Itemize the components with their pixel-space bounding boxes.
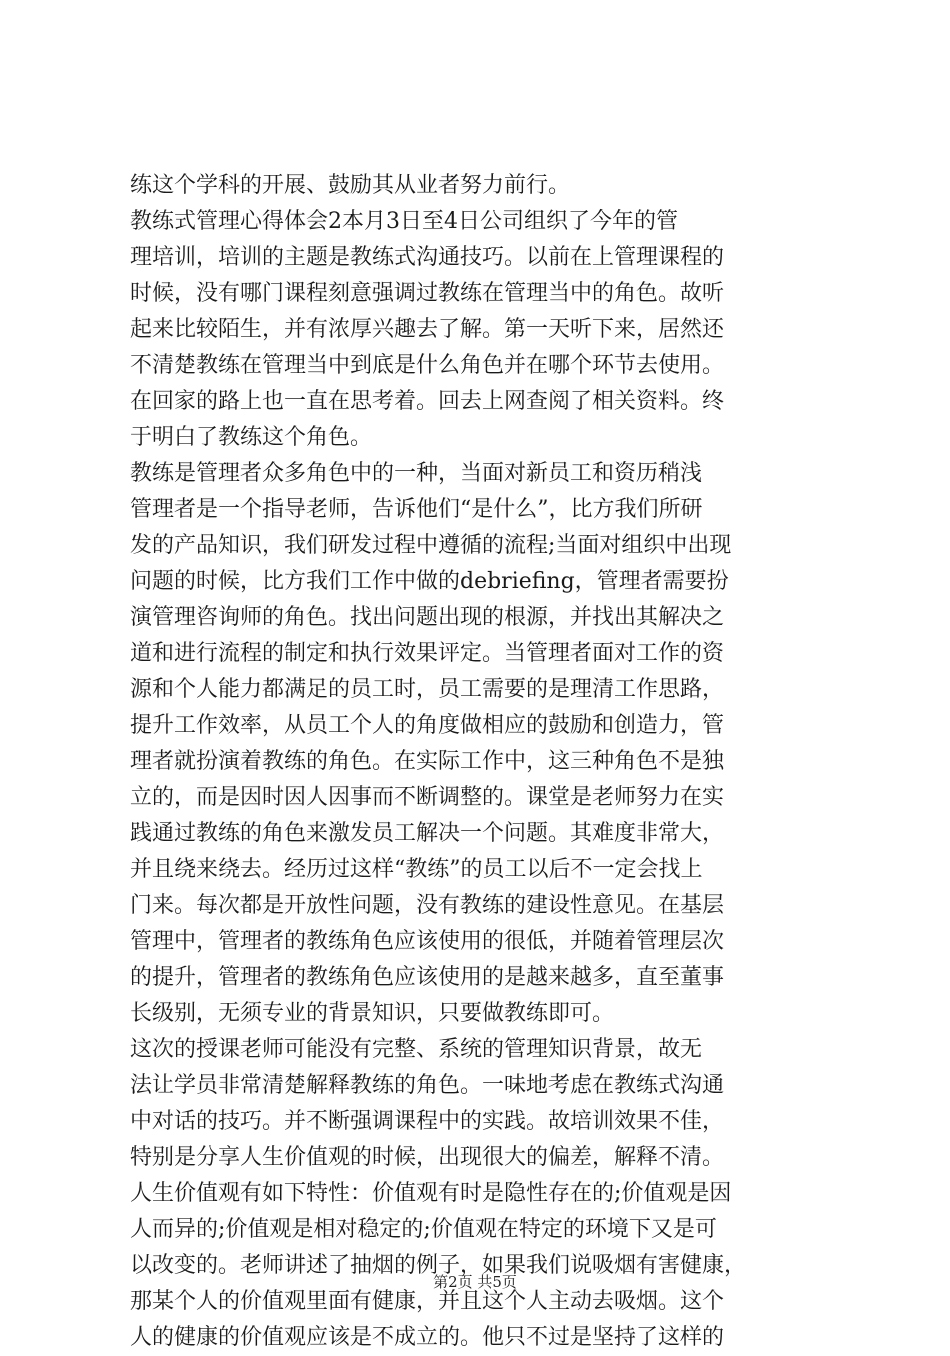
text-line: 并且绕来绕去。经历过这样“教练”的员工以后不一定会找上 [130,857,703,882]
text-line: 练这个学科的开展、鼓励其从业者努力前行。 [130,173,571,198]
text-line: 以改变的。老师讲述了抽烟的例子，如果我们说吸烟有害健康， [130,1253,747,1278]
page-number-label: 第2页 共5页 [433,1273,517,1291]
text-line: 中对话的技巧。并不断强调课程中的实践。故培训效果不佳， [130,1109,725,1134]
text-line: 在回家的路上也一直在思考着。回去上网查阅了相关资料。终 [130,389,725,414]
text-line: 法让学员非常清楚解释教练的角色。一味地考虑在教练式沟通 [130,1073,725,1098]
text-line: 源和个人能力都满足的员工时，员工需要的是理清工作思路， [130,677,725,702]
text-line: 发的产品知识，我们研发过程中遵循的流程;当面对组织中出现 [130,533,732,558]
text-line: 人生价值观有如下特性：价值观有时是隐性存在的;价值观是因 [130,1181,732,1206]
text-line: 特别是分享人生价值观的时候，出现很大的偏差，解释不清。 [130,1145,725,1170]
text-line: 践通过教练的角色来激发员工解决一个问题。其难度非常大， [130,821,725,846]
text-line: 管理中，管理者的教练角色应该使用的很低，并随着管理层次 [130,929,725,954]
text-line: 这次的授课老师可能没有完整、系统的管理知识背景，故无 [130,1037,703,1062]
text-line: 提升工作效率，从员工个人的角度做相应的鼓励和创造力，管 [130,713,725,738]
text-line: 长级别，无须专业的背景知识，只要做教练即可。 [130,1001,615,1026]
text-line: 于明白了教练这个角色。 [130,425,373,450]
text-line: 的提升，管理者的教练角色应该使用的是越来越多，直至董事 [130,965,725,990]
text-line: 立的，而是因时因人因事而不断调整的。课堂是老师努力在实 [130,785,725,810]
text-line: 门来。每次都是开放性问题，没有教练的建设性意见。在基层 [130,893,725,918]
text-line: 那某个人的价值观里面有健康，并且这个人主动去吸烟。这个 [130,1289,725,1314]
text-line: 问题的时候，比方我们工作中做的debriefing，管理者需要扮 [130,569,729,594]
text-line: 人的健康的价值观应该是不成立的。他只不过是坚持了这样的 [130,1325,725,1350]
text-line: 不清楚教练在管理当中到底是什么角色并在哪个环节去使用。 [130,353,725,378]
text-line: 演管理咨询师的角色。找出问题出现的根源，并找出其解决之 [130,605,725,630]
text-line: 人而异的;价值观是相对稳定的;价值观在特定的环境下又是可 [130,1217,717,1242]
text-line: 教练是管理者众多角色中的一种，当面对新员工和资历稍浅 [130,461,703,486]
text-line: 理培训，培训的主题是教练式沟通技巧。以前在上管理课程的 [130,245,725,270]
text-line: 理者就扮演着教练的角色。在实际工作中，这三种角色不是独 [130,749,725,774]
body-text [130,168,820,1356]
text-line: 教练式管理心得体会2本月3日至4日公司组织了今年的管 [130,209,678,234]
text-line: 起来比较陌生，并有浓厚兴趣去了解。第一天听下来，居然还 [130,317,725,342]
page-footer [0,1272,950,1292]
text-line: 时候，没有哪门课程刻意强调过教练在管理当中的角色。故听 [130,281,725,306]
text-line: 管理者是一个指导老师，告诉他们“是什么”，比方我们所研 [130,497,703,522]
text-line: 道和进行流程的制定和执行效果评定。当管理者面对工作的资 [130,641,725,666]
